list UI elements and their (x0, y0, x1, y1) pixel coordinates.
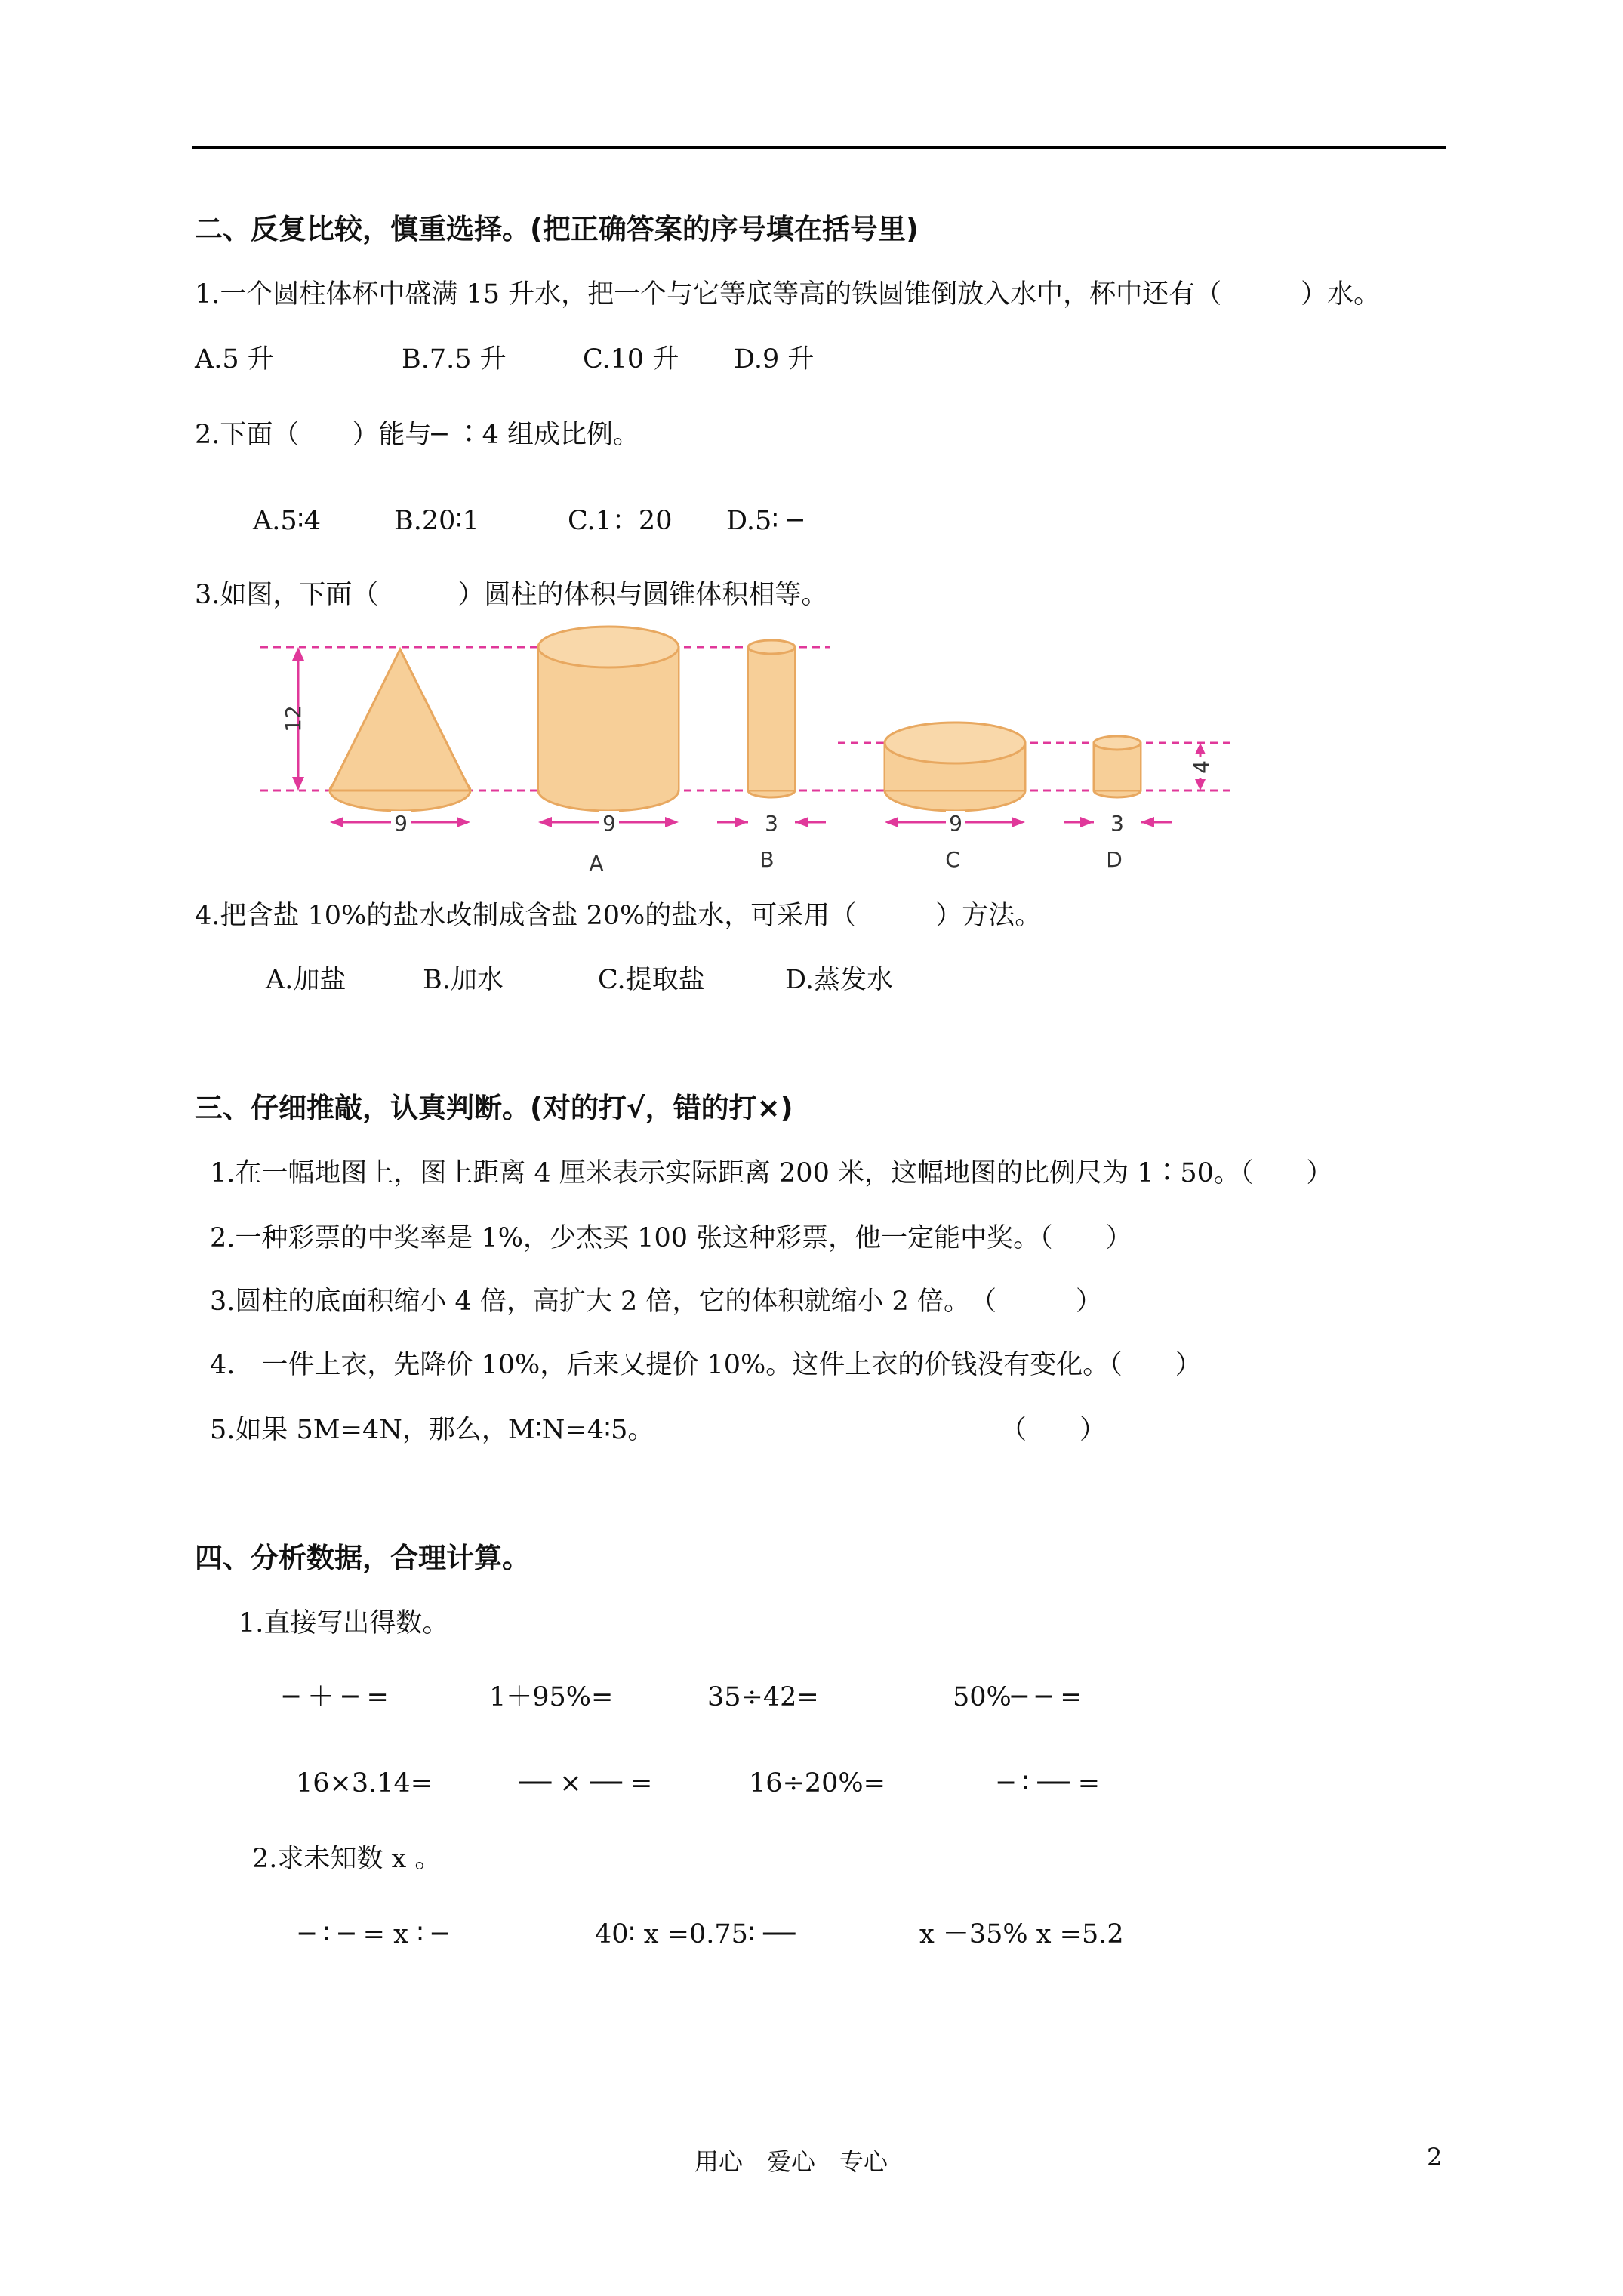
option-c: C.10 升 (583, 344, 679, 374)
right-height-label: 4 (1189, 760, 1214, 774)
calc-item: ── × ── = (519, 1768, 653, 1798)
equation-item: ─ ∶ ─ = x ∶ ─ (299, 1919, 448, 1949)
footer-text: 用心 爱心 专心 (694, 2147, 888, 2176)
sub-question-2: 2.求未知数 x 。 (252, 1844, 442, 1874)
page-number: 2 (1427, 2143, 1443, 2171)
cylinder-c (885, 723, 1025, 811)
calc-item: 50%─ ─ = (953, 1682, 1083, 1712)
section4-heading: 四、分析数据，合理计算。 (195, 1542, 530, 1574)
calc-item: 16×3.14= (296, 1768, 433, 1798)
cylinder-d-label: D (1106, 847, 1123, 872)
cylinder-c-base-label: 9 (949, 811, 962, 836)
option-b: B.20∶1 (394, 506, 479, 536)
calc-item: 16÷20%= (749, 1768, 885, 1798)
section3-heading: 三、仔细推敲，认真判断。(对的打√，错的打×) (195, 1092, 793, 1124)
equation-item: 40∶ x =0.75∶ ── (595, 1919, 796, 1949)
calc-item: 1＋95%= (489, 1682, 614, 1712)
option-a: A.5∶4 (253, 506, 322, 536)
option-d: D.9 升 (734, 344, 815, 374)
question-2-3: 3.如图，下面（ ）圆柱的体积与圆锥体积相等。 (195, 580, 828, 610)
cylinder-b-base-label: 3 (765, 811, 778, 836)
option-c: C.1：20 (568, 506, 673, 536)
cylinder-c-label: C (945, 847, 960, 872)
judgment-item-5: 5.如果 5M=4N，那么，M∶N=4∶5。 (210, 1415, 654, 1445)
option-d: D.蒸发水 (785, 965, 893, 995)
judgment-item-1: 1.在一幅地图上，图上距离 4 厘米表示实际距离 200 米，这幅地图的比例尺为 1∶50。（ ） (210, 1158, 1333, 1188)
question-2-4: 4.把含盐 10%的盐水改制成含盐 20%的盐水，可采用（ ）方法。 (195, 901, 1042, 931)
answer-paren: （ ） (1000, 1415, 1107, 1445)
sub-question-1: 1.直接写出得数。 (239, 1608, 449, 1638)
cylinder-d (1094, 736, 1141, 797)
cone-shape (330, 649, 470, 811)
cylinder-a-base-label: 9 (602, 811, 616, 836)
option-d: D.5∶ ─ (726, 506, 803, 536)
calc-item: 35÷42= (707, 1682, 819, 1712)
cone-height-label: 12 (281, 705, 306, 732)
cylinder-d-base-label: 3 (1110, 811, 1124, 836)
option-b: B.7.5 升 (402, 344, 507, 374)
question-2-2: 2.下面（ ）能与─ ∶4 组成比例。 (195, 420, 639, 450)
question-2-1: 1.一个圆柱体杯中盛满 15 升水，把一个与它等底等高的铁圆锥倒放入水中，杯中还有（ ）水。 (195, 279, 1381, 310)
cylinders-cone-figure (249, 619, 1246, 876)
option-a: A.加盐 (266, 965, 346, 995)
option-c: C.提取盐 (598, 965, 705, 995)
cone-base-label: 9 (394, 811, 408, 836)
equation-item: x －35% x =5.2 (919, 1919, 1124, 1949)
cylinder-a-label: A (589, 851, 604, 876)
judgment-item-2: 2.一种彩票的中奖率是 1%，少杰买 100 张这种彩票，他一定能中奖。（ ） (210, 1223, 1132, 1253)
calc-item: ─ ∶ ── = (998, 1768, 1101, 1798)
cylinder-b-label: B (759, 847, 775, 872)
calc-item: ─ ＋ ─ = (283, 1682, 389, 1712)
section2-heading: 二、反复比较，慎重选择。(把正确答案的序号填在括号里) (195, 213, 919, 245)
cylinder-a (538, 627, 679, 811)
cylinder-b (748, 640, 795, 797)
judgment-item-3: 3.圆柱的底面积缩小 4 倍，高扩大 2 倍，它的体积就缩小 2 倍。 （ ） (210, 1287, 1102, 1317)
header-rule (192, 146, 1446, 149)
option-a: A.5 升 (195, 344, 274, 374)
judgment-item-4: 4. 一件上衣，先降价 10%，后来又提价 10%。这件上衣的价钱没有变化。（ ） (210, 1350, 1202, 1380)
option-b: B.加水 (423, 965, 504, 995)
